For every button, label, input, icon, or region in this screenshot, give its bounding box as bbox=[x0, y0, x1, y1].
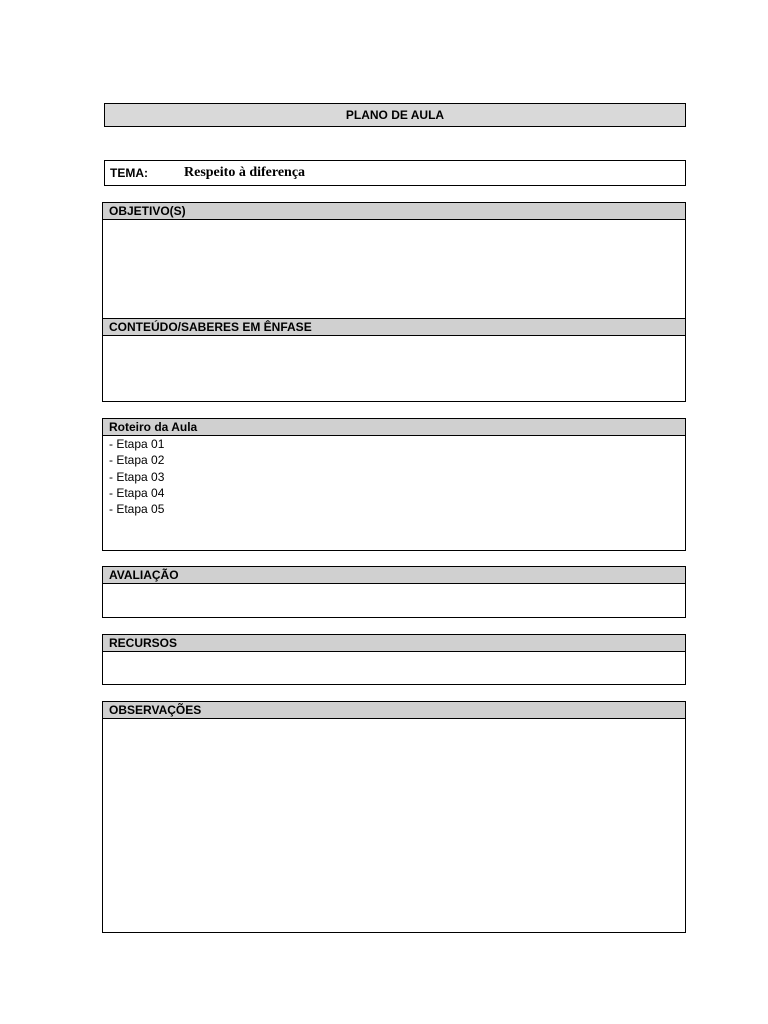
avaliacao-header bbox=[102, 566, 686, 584]
roteiro-steps-list bbox=[103, 436, 685, 517]
observacoes-header bbox=[102, 701, 686, 719]
avaliacao-body[interactable] bbox=[102, 584, 686, 618]
roteiro-step[interactable]: - Etapa 05 bbox=[109, 502, 165, 517]
observacoes-body[interactable] bbox=[102, 719, 686, 933]
roteiro-header bbox=[102, 418, 686, 436]
roteiro-label: Roteiro da Aula bbox=[109, 420, 198, 434]
document-title-text: PLANO DE AULA bbox=[345, 108, 445, 122]
recursos-body[interactable] bbox=[102, 652, 686, 685]
objetivos-body[interactable] bbox=[102, 220, 686, 319]
tema-row bbox=[104, 160, 686, 186]
objetivos-header bbox=[102, 202, 686, 220]
avaliacao-label: AVALIAÇÃO bbox=[109, 568, 179, 582]
conteudo-body[interactable] bbox=[102, 336, 686, 402]
recursos-header bbox=[102, 634, 686, 652]
tema-value[interactable]: Respeito à diferença bbox=[184, 165, 306, 180]
roteiro-step[interactable]: - Etapa 04 bbox=[109, 485, 165, 500]
document-title bbox=[104, 103, 686, 127]
roteiro-step[interactable]: - Etapa 02 bbox=[109, 453, 165, 468]
roteiro-step[interactable]: - Etapa 03 bbox=[109, 469, 165, 484]
tema-label: TEMA: bbox=[110, 166, 148, 180]
objetivos-label: OBJETIVO(S) bbox=[109, 204, 186, 218]
recursos-label: RECURSOS bbox=[109, 636, 178, 650]
conteudo-header bbox=[102, 318, 686, 336]
roteiro-body[interactable] bbox=[102, 436, 686, 551]
observacoes-label: OBSERVAÇÕES bbox=[109, 703, 202, 717]
conteudo-label: CONTEÚDO/SABERES EM ÊNFASE bbox=[109, 320, 312, 334]
roteiro-step[interactable]: - Etapa 01 bbox=[109, 437, 165, 451]
